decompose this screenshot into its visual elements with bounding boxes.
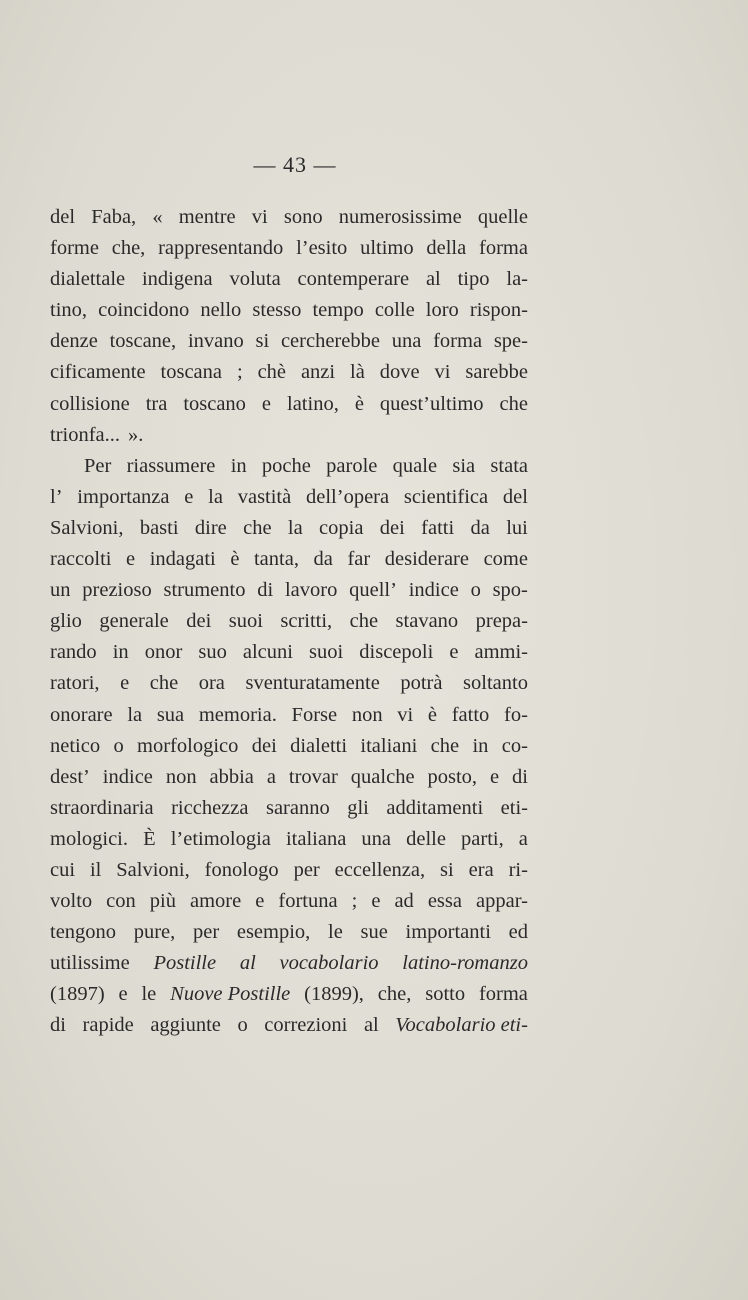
- word: ri-: [508, 858, 528, 881]
- word: vi: [434, 361, 451, 384]
- word: forma: [478, 983, 528, 1006]
- word: tra: [145, 392, 168, 415]
- word: abbia: [209, 765, 254, 788]
- word: saranno: [265, 796, 330, 819]
- word: È: [143, 827, 156, 850]
- word: che: [499, 392, 528, 415]
- word: vi: [251, 206, 268, 228]
- word: indigena: [141, 268, 213, 291]
- word: indice: [408, 579, 459, 602]
- word: del: [50, 206, 76, 228]
- word: rappresentando: [158, 237, 284, 260]
- word: ed: [508, 921, 528, 944]
- word: ammi-: [474, 641, 528, 664]
- word: rapide: [82, 1014, 134, 1037]
- word: numerosissime: [338, 206, 462, 228]
- word: per: [293, 858, 320, 881]
- word: tanta,: [253, 548, 299, 571]
- word: raccolti: [50, 548, 112, 571]
- word: il: [89, 858, 102, 881]
- word: che: [349, 610, 379, 633]
- word: sia: [452, 454, 476, 477]
- word: e: [489, 765, 500, 788]
- word: appar-: [476, 890, 528, 913]
- word: di: [50, 1014, 66, 1037]
- word: in: [472, 734, 489, 757]
- word: vastità: [237, 485, 292, 508]
- word: additamenti: [386, 796, 484, 819]
- text-line: [50, 202, 528, 233]
- word: contemperare: [297, 268, 410, 291]
- word: e: [118, 983, 128, 1006]
- word: spo-: [492, 579, 528, 602]
- text-line: [50, 731, 528, 762]
- word: rispon-: [469, 299, 528, 322]
- word: e: [449, 641, 459, 664]
- word: là: [350, 361, 365, 384]
- word: sarebbe: [465, 361, 528, 384]
- word: dell’opera: [306, 485, 390, 508]
- word: del: [502, 485, 528, 508]
- word: lavoro: [284, 579, 338, 602]
- word: posto,: [427, 765, 478, 788]
- word: poche: [261, 454, 311, 477]
- word: glio: [50, 610, 82, 633]
- word: da: [313, 548, 333, 571]
- word: non: [351, 703, 383, 726]
- word: parti,: [461, 827, 504, 850]
- text-line: [50, 295, 528, 326]
- word: soltanto: [463, 672, 528, 695]
- word: al: [239, 952, 256, 975]
- word: quell’: [349, 579, 397, 602]
- word: invano: [187, 330, 244, 353]
- word: copia: [319, 516, 364, 539]
- word: la: [208, 485, 223, 508]
- word: fo-: [504, 703, 528, 726]
- word: correzioni: [264, 1014, 348, 1037]
- text-line: [50, 1010, 528, 1041]
- word: o: [237, 1014, 248, 1037]
- word: Postille: [153, 952, 217, 975]
- word: importanti: [405, 921, 491, 944]
- word: è: [230, 548, 240, 571]
- word: toscana: [160, 361, 223, 384]
- word: in: [230, 454, 247, 477]
- word: era: [468, 858, 494, 881]
- word: strumento: [163, 579, 246, 602]
- word: (1899),: [304, 983, 364, 1006]
- word: ad: [394, 890, 414, 913]
- word: Forse: [291, 703, 338, 726]
- word: si: [440, 858, 454, 881]
- word: prezioso: [82, 579, 152, 602]
- word: straordinaria: [50, 796, 154, 819]
- word: scientifica: [403, 485, 489, 508]
- word: voluta: [229, 268, 281, 291]
- word: le: [328, 921, 343, 944]
- word: scritti,: [280, 610, 333, 633]
- word: toscano: [183, 392, 246, 415]
- word: sua: [156, 703, 185, 726]
- word: che,: [111, 237, 146, 260]
- body-text: [50, 202, 528, 1042]
- word: dei: [379, 516, 405, 539]
- word: la-: [506, 268, 528, 291]
- text-line: [50, 948, 528, 979]
- word: qualche: [350, 765, 415, 788]
- text-line: [50, 451, 528, 482]
- word: e: [120, 672, 130, 695]
- word: prepa-: [475, 610, 528, 633]
- word: dialettale: [50, 268, 126, 291]
- word: mologici.: [50, 827, 129, 850]
- word: amore: [190, 890, 242, 913]
- text-line: [50, 420, 528, 451]
- word: stavano: [395, 610, 459, 633]
- word: più: [149, 890, 176, 913]
- word: una: [391, 330, 422, 353]
- word: far: [347, 548, 371, 571]
- word: dire: [194, 516, 227, 539]
- word: e: [371, 890, 381, 913]
- text-line: [50, 762, 528, 793]
- word: eti-: [500, 796, 528, 819]
- word: della: [426, 237, 467, 260]
- text-line: [50, 357, 528, 388]
- word: o: [470, 579, 481, 602]
- text-line: [50, 575, 528, 606]
- word: ratori,: [50, 672, 100, 695]
- word: stesso: [252, 299, 302, 322]
- word: anzi: [300, 361, 336, 384]
- word: generale: [99, 610, 169, 633]
- word: a: [266, 765, 276, 788]
- word: l’etimologia: [170, 827, 271, 850]
- word: riassumere: [126, 454, 216, 477]
- word: da: [470, 516, 490, 539]
- word: al: [363, 1014, 379, 1037]
- word: cercherebbe: [280, 330, 380, 353]
- word: onorare: [50, 703, 113, 726]
- word: quest’ultimo: [379, 392, 484, 415]
- word: quelle: [477, 206, 528, 228]
- word: forma: [479, 237, 528, 260]
- word: netico: [50, 734, 101, 757]
- text-line: [50, 886, 528, 917]
- word: essa: [427, 890, 462, 913]
- word: al: [425, 268, 441, 291]
- word: indagati: [149, 548, 216, 571]
- word: Per: [84, 454, 112, 477]
- word: aggiunte: [150, 1014, 221, 1037]
- word: italiana: [285, 827, 347, 850]
- word: rando: [50, 641, 97, 664]
- word: una: [361, 827, 392, 850]
- word: ».: [128, 423, 144, 446]
- word: fortuna: [278, 890, 338, 913]
- word: e: [126, 548, 136, 571]
- word: suo: [198, 641, 227, 664]
- word: latino,: [287, 392, 339, 415]
- text-line: [50, 482, 528, 513]
- text-line: [50, 668, 528, 699]
- word: ;: [351, 890, 358, 913]
- text-line: [50, 793, 528, 824]
- word: delle: [406, 827, 446, 850]
- word: di: [257, 579, 274, 602]
- word: Nuove Postille: [170, 983, 291, 1006]
- word: ultimo: [360, 237, 414, 260]
- word: tino,: [50, 299, 88, 322]
- word: la: [287, 516, 303, 539]
- word: vocabolario: [279, 952, 379, 975]
- word: e: [255, 890, 265, 913]
- word: dove: [379, 361, 420, 384]
- word: ricchezza: [171, 796, 249, 819]
- word: tempo: [312, 299, 364, 322]
- text-line: [50, 326, 528, 357]
- word: italiani: [360, 734, 418, 757]
- word: trionfa...: [50, 423, 121, 446]
- word: sue: [360, 921, 388, 944]
- word: morfologico: [137, 734, 239, 757]
- word: toscane,: [109, 330, 177, 353]
- word: sono: [283, 206, 323, 228]
- word: è: [354, 392, 364, 415]
- word: fatto: [451, 703, 490, 726]
- word: stata: [490, 454, 528, 477]
- word: nello: [200, 299, 242, 322]
- text-line: [50, 544, 528, 575]
- word: suoi: [309, 641, 344, 664]
- word: che: [149, 672, 179, 695]
- word: volto: [50, 890, 93, 913]
- word: alcuni: [242, 641, 293, 664]
- word: che,: [377, 983, 412, 1006]
- word: si: [255, 330, 270, 353]
- word: eccellenza,: [334, 858, 426, 881]
- word: un: [50, 579, 71, 602]
- word: utilissime: [50, 952, 130, 975]
- word: memoria.: [198, 703, 277, 726]
- word: forma: [433, 330, 483, 353]
- word: parole: [326, 454, 378, 477]
- text-line: [50, 264, 528, 295]
- word: sventuratamente: [245, 672, 380, 695]
- word: indice: [102, 765, 153, 788]
- word: in: [112, 641, 129, 664]
- word: fatti: [421, 516, 455, 539]
- word: Vocabolario eti-: [395, 1014, 528, 1037]
- word: spe-: [493, 330, 528, 353]
- word: vi: [397, 703, 414, 726]
- word: desiderare: [384, 548, 469, 571]
- word: dialetti: [290, 734, 348, 757]
- word: cui: [50, 858, 76, 881]
- word: esempio,: [236, 921, 311, 944]
- word: Salvioni,: [116, 858, 190, 881]
- word: pure,: [133, 921, 176, 944]
- word: l’esito: [296, 237, 348, 260]
- word: dei: [251, 734, 277, 757]
- word: non: [165, 765, 197, 788]
- text-line: [50, 824, 528, 855]
- word: importanza: [77, 485, 170, 508]
- word: come: [483, 548, 528, 571]
- page-number: — 43 —: [253, 152, 337, 177]
- word: suoi: [228, 610, 263, 633]
- word: dei: [186, 610, 212, 633]
- text-line: [50, 700, 528, 731]
- word: che: [243, 516, 272, 539]
- text-line: [50, 233, 528, 264]
- text-line: [50, 606, 528, 637]
- word: basti: [139, 516, 179, 539]
- word: quale: [392, 454, 438, 477]
- word: coincidono: [98, 299, 190, 322]
- word: forme: [50, 237, 99, 260]
- word: cificamente: [50, 361, 146, 384]
- word: colle: [374, 299, 415, 322]
- word: «: [152, 206, 163, 228]
- word: e: [261, 392, 272, 415]
- word: Faba,: [91, 206, 137, 228]
- word: gli: [347, 796, 369, 819]
- word: loro: [425, 299, 459, 322]
- word: è: [427, 703, 438, 726]
- text-line: [50, 979, 528, 1010]
- word: e: [184, 485, 194, 508]
- word: mentre: [178, 206, 236, 228]
- word: ora: [198, 672, 225, 695]
- word: latino-romanzo: [402, 952, 528, 975]
- text-line: [50, 389, 528, 420]
- word: ;: [236, 361, 243, 384]
- word: collisione: [50, 392, 130, 415]
- word: l’: [50, 485, 63, 508]
- word: denze: [50, 330, 98, 353]
- word: le: [141, 983, 157, 1006]
- word: a: [518, 827, 528, 850]
- word: sotto: [425, 983, 466, 1006]
- word: Salvioni,: [50, 516, 124, 539]
- word: fonologo: [204, 858, 279, 881]
- word: per: [192, 921, 220, 944]
- word: tipo: [457, 268, 490, 291]
- word: trovar: [288, 765, 338, 788]
- text-line: [50, 637, 528, 668]
- word: chè: [257, 361, 287, 384]
- word: onor: [144, 641, 183, 664]
- word: che: [430, 734, 460, 757]
- word: con: [106, 890, 136, 913]
- word: tengono: [50, 921, 117, 944]
- text-line: [50, 513, 528, 544]
- word: o: [113, 734, 124, 757]
- text-line: [50, 855, 528, 886]
- word: (1897): [50, 983, 105, 1006]
- word: di: [512, 765, 528, 788]
- word: dest’: [50, 765, 90, 788]
- word: lui: [506, 516, 528, 539]
- word: discepoli: [359, 641, 434, 664]
- text-line: [50, 917, 528, 948]
- word: co-: [501, 734, 528, 757]
- word: la: [127, 703, 143, 726]
- word: potrà: [400, 672, 443, 695]
